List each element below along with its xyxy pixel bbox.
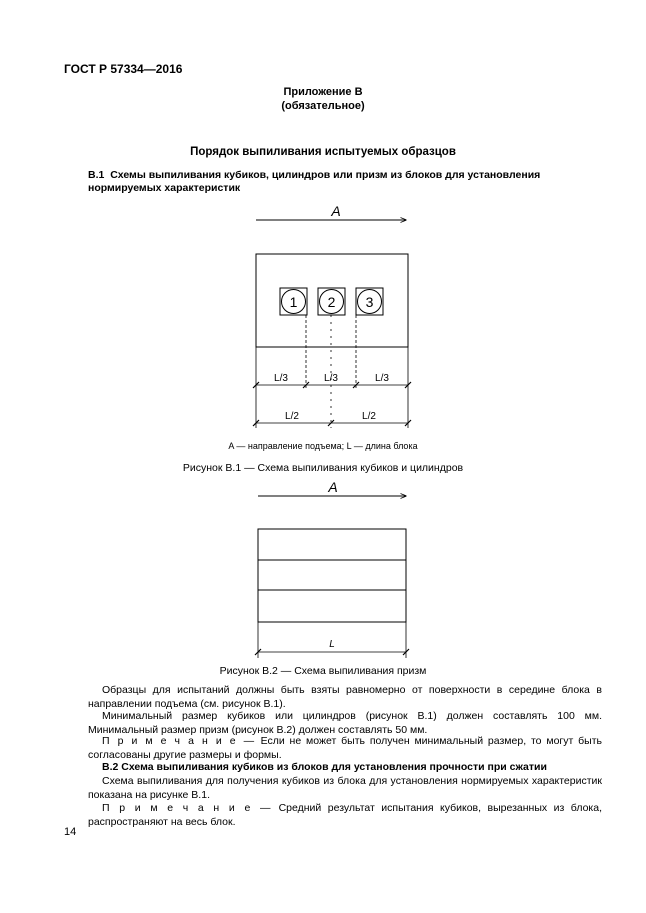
sample-3 (356, 288, 383, 315)
dim-third-3: L/3 (375, 373, 389, 384)
sample-3-label: 3 (365, 294, 374, 310)
sample-1 (280, 288, 307, 315)
extension-lines (256, 315, 408, 428)
sample-2-label: 2 (327, 294, 336, 310)
fig1-caption: Рисунок В.1 — Схема выпиливания кубиков и цилиндров (182, 462, 464, 474)
dim-third-1: L/3 (274, 373, 288, 384)
prism-block (258, 529, 406, 622)
sample-2 (318, 288, 345, 315)
figure-b1 (253, 203, 411, 428)
note-2-label: П р и м е ч а н и е — (102, 802, 273, 814)
dim-half-2: L/2 (362, 411, 376, 422)
note-2 (88, 802, 602, 829)
appendix-title: Приложение В (283, 86, 363, 98)
dimension-thirds (253, 373, 411, 388)
note-1 (88, 735, 602, 762)
paragraph-3: Схема выпиливания для получения кубиков из блока для установления нормируемых характеристик показана на рисунке В.1. (88, 775, 602, 801)
note-2-text: Средний результат испытания кубиков, вырезанных из блока, распространяют на весь блок. (88, 802, 602, 828)
page-number: 14 (64, 826, 77, 838)
figure-b2 (255, 479, 409, 658)
direction-label-2: A (328, 479, 338, 495)
direction-label: A (331, 203, 341, 219)
sample-1-label: 1 (289, 294, 298, 310)
note-1-text: Если не может быть получен минимальный размер, то могут быть согласованы другие размеры и формы. (88, 735, 602, 761)
note-1-label: П р и м е ч а н и е — (102, 735, 256, 747)
b1-heading-text: Схемы выпиливания кубиков, цилиндров или призм из блоков для установления нормируемых характеристик (88, 169, 541, 194)
section-title: Порядок выпиливания испытуемых образцов (190, 146, 456, 158)
paragraph-2: Минимальный размер кубиков или цилиндров (рисунок В.1) должен составлять 100 мм. Минимальный размер призм (рисунок В.2) должен составлять 50 мм. (88, 710, 602, 736)
fig2-caption: Рисунок В.2 — Схема выпиливания призм (219, 665, 427, 677)
dim-third-2: L/3 (324, 373, 338, 384)
appendix-status: (обязательное) (281, 100, 365, 112)
dimension-halves (253, 411, 411, 426)
dim-l-label: L (329, 639, 335, 650)
dim-half-1: L/2 (285, 411, 299, 422)
standard-header: ГОСТ Р 57334—2016 (64, 62, 183, 76)
b2-heading: В.2 Схема выпиливания кубиков из блоков для установления прочности при сжатии (102, 761, 547, 773)
paragraph-1: Образцы для испытаний должны быть взяты равномерно от поверхности в середине блока в направлении подъема (см. рисунок В.1). (88, 684, 602, 710)
fig1-legend: A — направление подъема; L — длина блока (228, 441, 418, 451)
b1-heading-number: В.1 (88, 169, 105, 181)
